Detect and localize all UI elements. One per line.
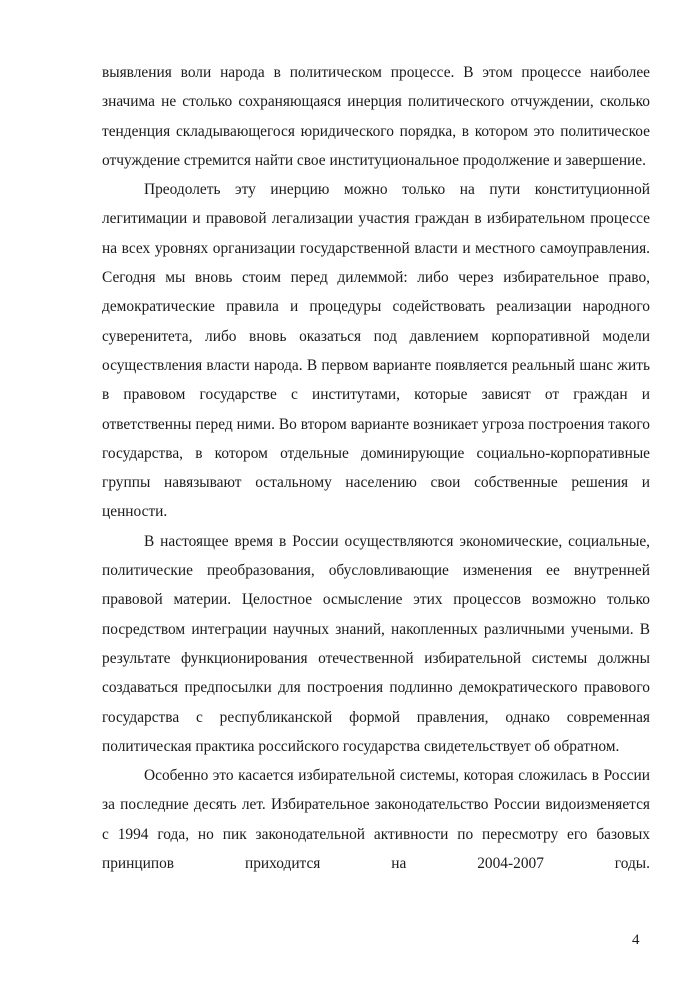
page-number: 4 [632,932,640,948]
paragraph-1: выявления воли народа в политическом процессе. В этом процессе наиболее значима не столько сохраняющаяся инерция политического отчуждении, сколько тенденция складывающегося юридического порядка, в котором это политическое отчуждение стремится найти свое институциональное продолжение и завершение. [102,64,650,169]
paragraph-4: Особенно это касается избирательной системы, которая сложилась в России за последние десять лет. Избирательное законодательство России видоизменяется с 1994 года, но пик законодательной активности по пересмотру его базовых принципов приходится на 2004-2007 годы. [102,767,650,873]
document-page [102,58,650,878]
paragraph-3: В настоящее время в России осуществляются экономические, социальные, политические преобразования, обусловливающие изменения ее внутренней правовой материи. Целостное осмысление этих процессов возможно только посредством интеграции научных знаний, накопленных различными учеными. В результате функционирования отечественной избирательной системы должны создаваться предпосылки для построения подлинно демократического правового государства с республиканской формой правления, однако современная политическая практика российского государства свидетельствует об обратном. [102,532,650,755]
paragraph-2: Преодолеть эту инерцию можно только на пути конституционной легитимации и правовой легализации участия граждан в избирательном процессе на всех уровнях организации государственной власти и местного самоуправления. Сегодня мы вновь стоим перед дилеммой: либо через избирательное право, демократические правила и процедуры содействовать реализации народного суверенитета, либо вновь оказаться под давлением корпоративной модели осуществления власти народа. В первом варианте появляется реальный шанс жить в правовом государстве с институтами, которые зависят от граждан и ответственны перед ними. Во втором варианте возникает угроза построения такого государства, в котором отдельные доминирующие социально-корпоративные группы навязывают остальному населению свои собственные решения и ценности. [102,181,650,521]
